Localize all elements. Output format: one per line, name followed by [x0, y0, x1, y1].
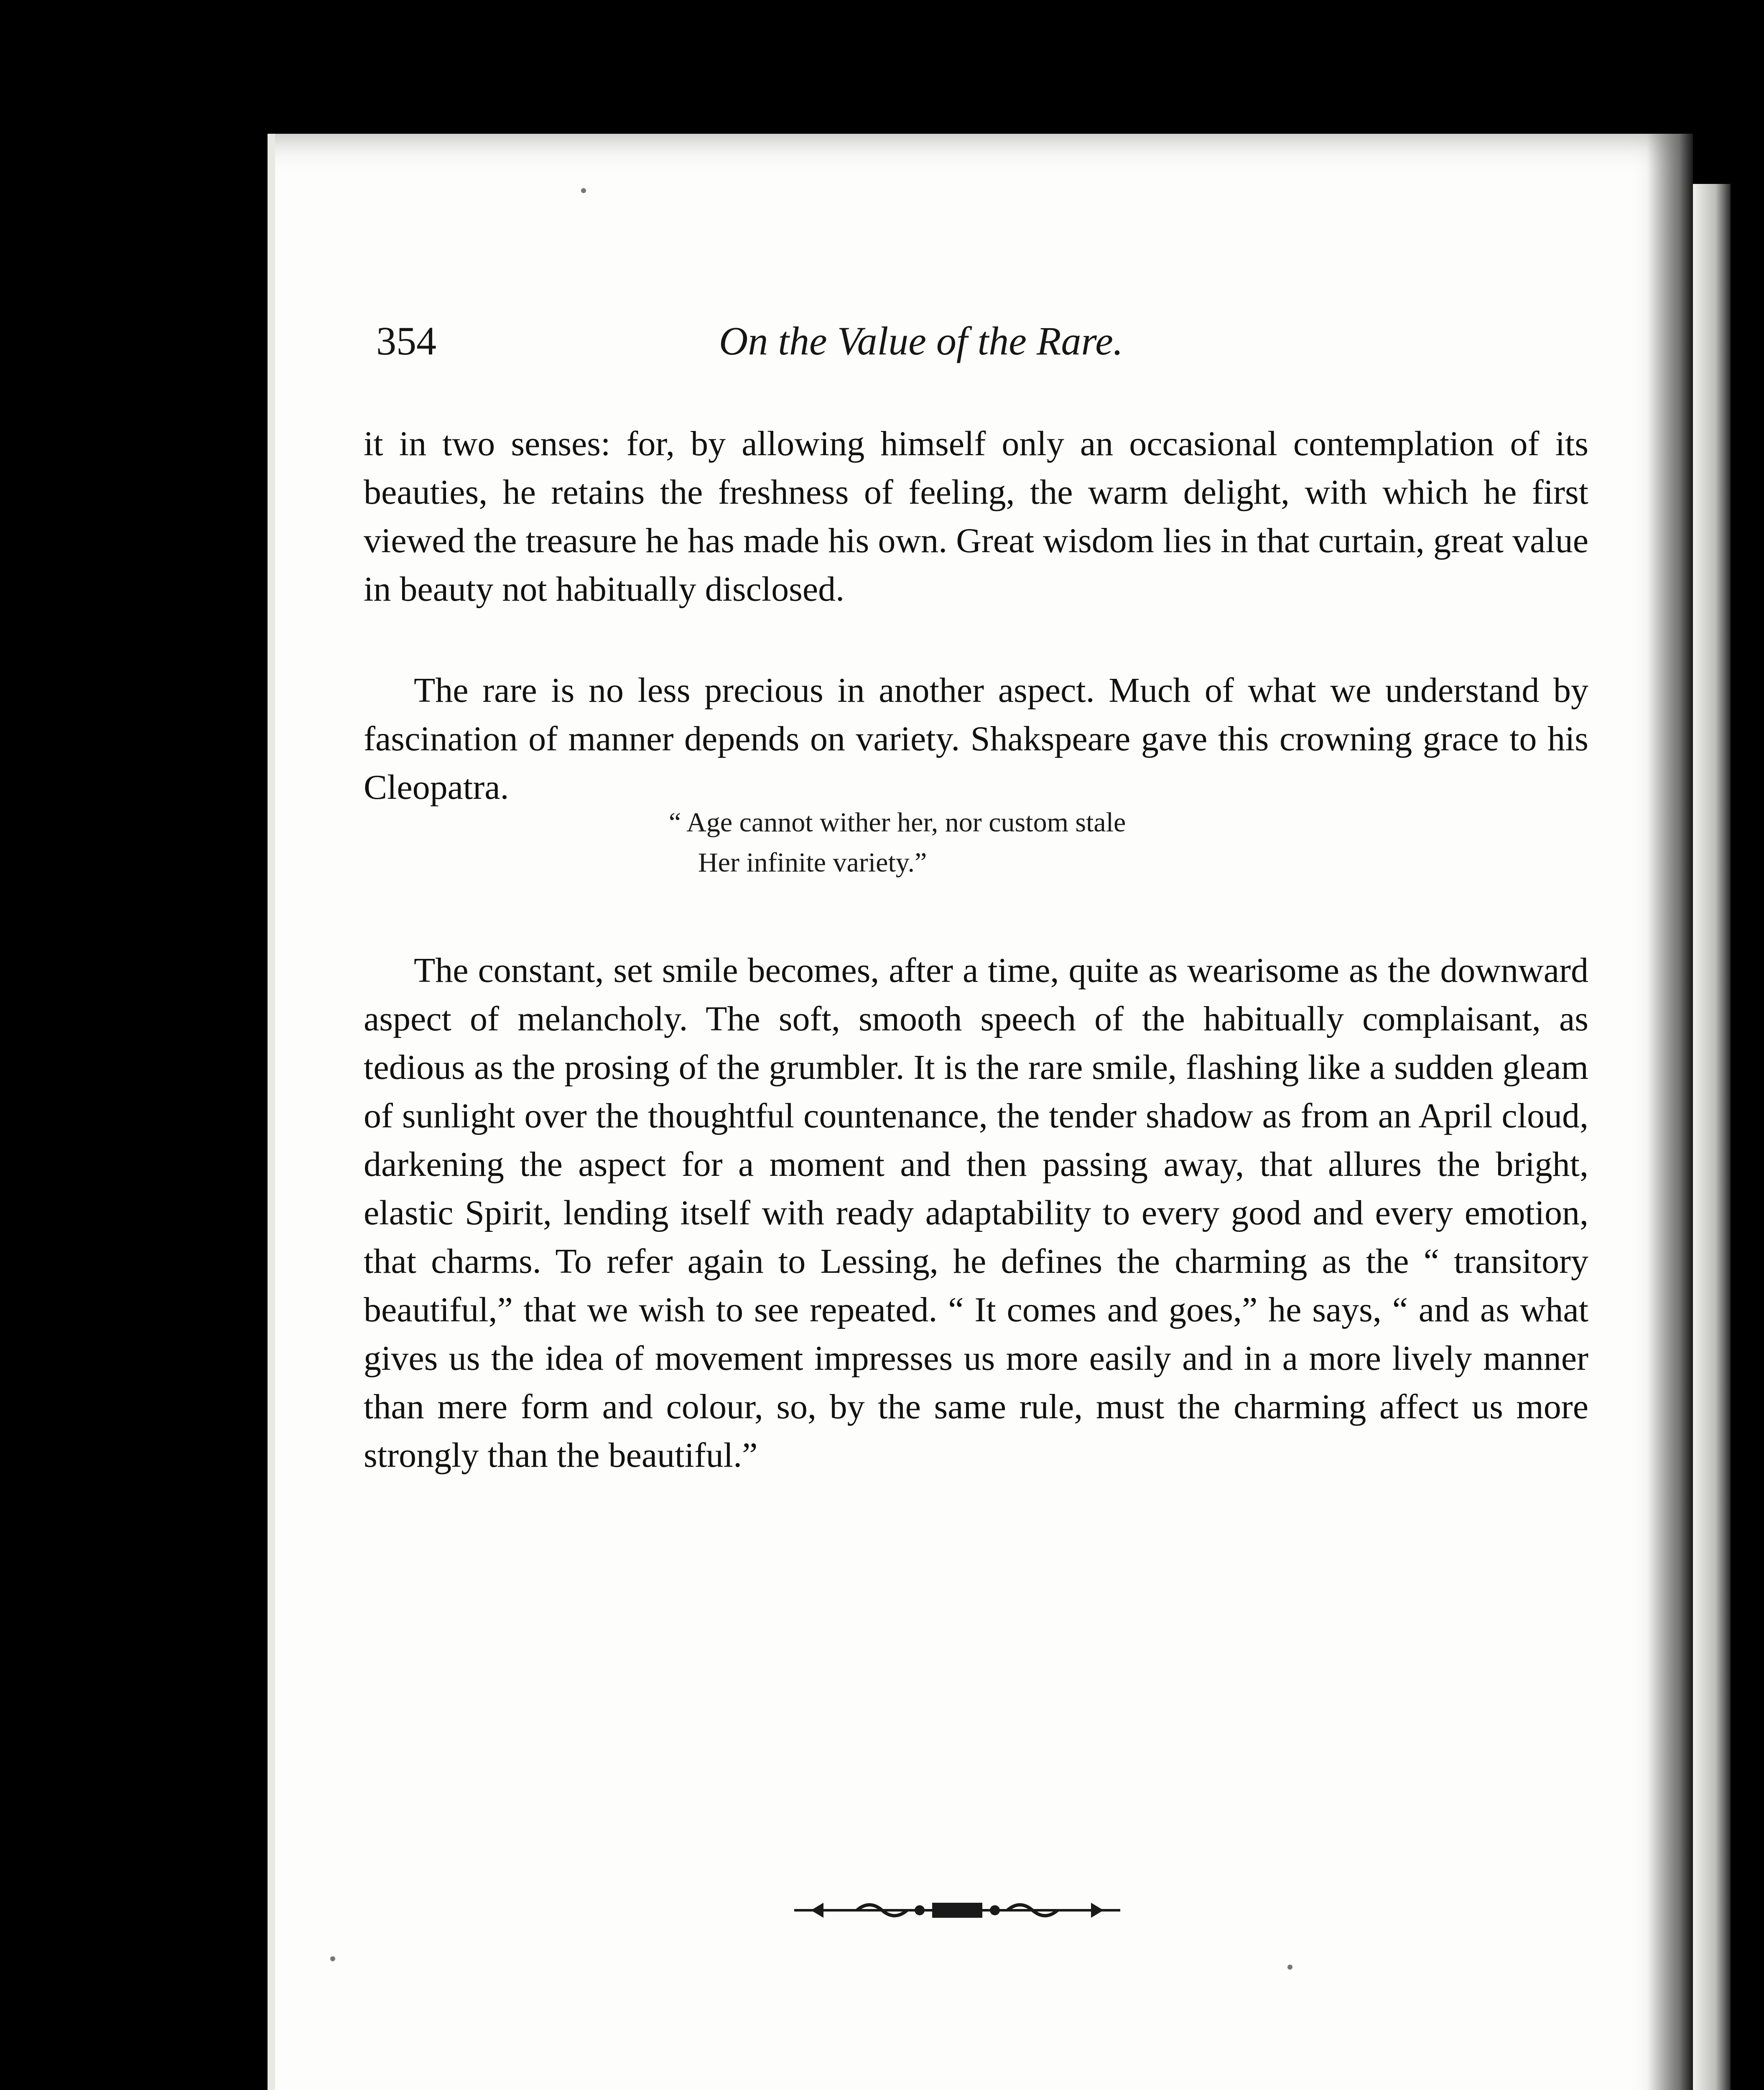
running-title: On the Value of the Rare. [719, 319, 1123, 363]
page-gutter-shadow [1647, 134, 1693, 2090]
page-number: 354 [376, 319, 436, 363]
paper-speck [1287, 1965, 1292, 1970]
quote-line-2: Her infinite variety.” [698, 847, 927, 878]
page-edge-shadow [1693, 184, 1731, 2090]
paragraph-1: it in two senses: for, by allowing himself only an occasional contemplation of its beauties, he retains the freshness of feeling, the warm delight, with which he first viewed the treasure he has made his own. Great wisdom lies in that curtain, great value in beauty not habitually disclosed. [364, 424, 1588, 609]
paper-speck [581, 188, 586, 193]
block-quote [669, 803, 1379, 883]
paragraph-2: The rare is no less precious in another aspect. Much of what we understand by fascination of manner depends on variety. Shakspeare gave this crowning grace to his Cleopatra. [364, 671, 1588, 807]
quote-line-1: “ Age cannot wither her, nor custom stale [669, 807, 1126, 838]
paper-speck [330, 1956, 335, 1961]
end-ornament-icon [794, 1898, 1120, 1923]
paragraph-3: The constant, set smile becomes, after a time, quite as wearisome as the downward aspect of melancholy. The soft, smooth speech of the habitually complaisant, as tedious as the prosing of the grumbler. It is the rare smile, flashing like a sudden gleam of sunlight over the thoughtful countenance, the tender shadow as from an April cloud, darkening the aspect for a moment and then passing away, that allures the bright, elastic Spirit, lending itself with ready adaptability to every good and every emotion, that charms. To refer again to Lessing, he defines the charming as the “ transitory beautiful,” that we wish to see repeated. “ It comes and goes,” he says, “ and as what gives us the idea of movement impresses us more easily and in a more lively manner than mere form and colour, so, by the same rule, must the charming affect us more strongly than the beautiful.” [364, 951, 1588, 1475]
page-header [376, 318, 1588, 368]
